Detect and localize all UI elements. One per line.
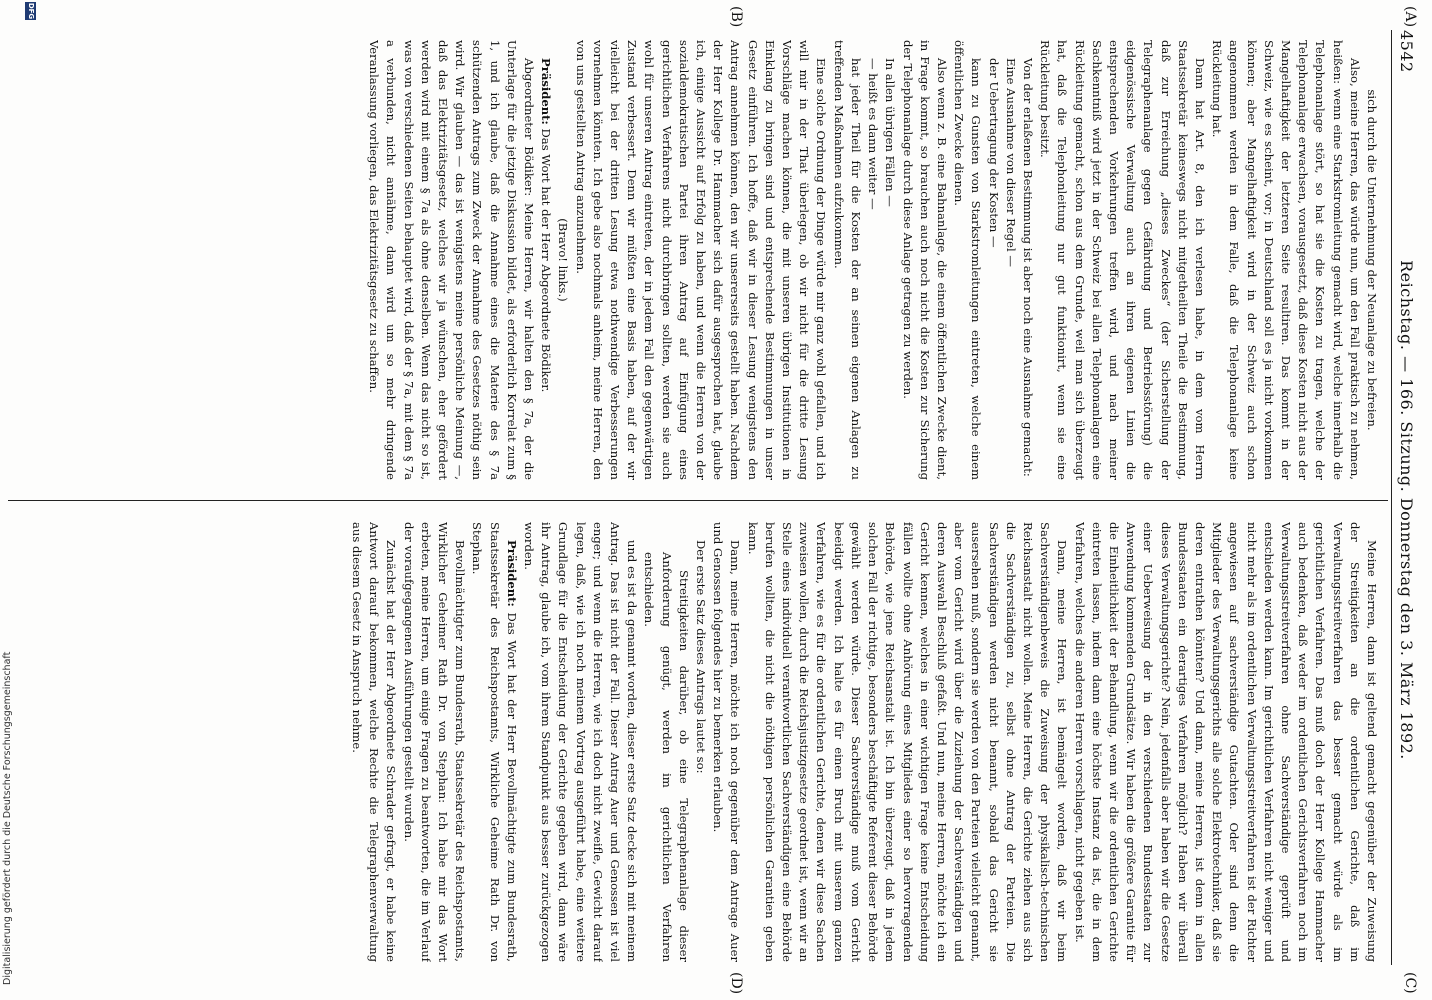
paragraph (1002, 40, 1019, 480)
paragraph (1208, 40, 1363, 480)
speaker-name: Präsident: (504, 540, 519, 607)
paragraph (984, 40, 1001, 480)
paragraph (640, 522, 692, 962)
left-column (20, 40, 1380, 480)
paragraph (898, 40, 950, 480)
paragraph (571, 40, 829, 480)
paragraph (554, 40, 571, 480)
paragraph-text: Das Wort hat der Herr Bevollmächtigte zum Bundesrath, Staatssekretär des Reichspostamts, Wirkliche Geheime Rath Dr. von Stephan. (470, 522, 519, 962)
margin-marker-a: (A) (1402, 6, 1418, 28)
paragraph (365, 40, 537, 480)
paragraph (692, 522, 709, 962)
dfg-logo-icon: DFG (27, 2, 35, 20)
paragraph (1070, 522, 1380, 962)
paragraph-text: Abgeordneter Bödiker: Meine Herren, wir halten den § 7a, der die Unterlage für die jetzige Diskussion bildet, als erforderlich Korrelat zum § 1, und ich glaube, daß die Annahme eines die Materie des § 7a schützenden Antrags zum Zweck der Annahme des Gesetzes nöthig sein wird. Wir glauben — das ist wenigstens meine persönliche Meinung —, daß das Elektrizitätsgesetz, welches wir ja wünschen, eher gefördert werden wird mit einem § 7a als ohne denselben. Wenn das nicht so ist, was von verschiedenen Seiten behauptet wird, daß der § 7a, mit dem § 7a a verbunden, nicht annähme, dann wird um so mehr dringende Veranlassung vorliegen, das Elektrizitätsgesetz zu schaffen. (367, 40, 537, 480)
paragraph (709, 522, 743, 962)
paragraph (348, 522, 400, 962)
paragraph-text: Von der erlaßenen Bestimmung ist aber noch eine Ausnahme gemacht: (1020, 58, 1035, 477)
paragraph-text: In allen übrigen Fällen — (883, 58, 898, 207)
paragraph (950, 40, 984, 480)
paragraph (1036, 40, 1208, 480)
paragraph-text: hat jeder Theil für die Kosten der an seinen eigenen Anlagen zu treffenden Maßnahmen aufzukommen. (831, 40, 863, 480)
paragraph-text: Der erste Satz dieses Antrags lautet so: (694, 540, 709, 774)
paragraph-text: und es ist da genannt worden, dieser erste Satz decke sich mit meinem Antrag. Das ist nicht der Fall. Dieser Antrag Auer und Genossen ist viel enger; und wenn die Herren, wie ich doch nicht zweifle, Gewicht darauf legen, daß, wie ich noch meinem Vortrag ausgeführt habe, eine weitere Grundlage für die Entscheidung der Gerichte gegeben wird, dann wäre ihr Antrag, glaube ich, vom ihrem Standpunkt aus besser zurückgezogen worden. (522, 522, 640, 962)
paragraph-text: Dann, meine Herren, möchte ich noch gegenüber dem Antrage Auer und Genossen folgendes hier zu bemerken erlauben. (711, 522, 743, 962)
paragraph-text: — heißt es dann weiter — (866, 58, 881, 210)
column-divider (8, 500, 1388, 501)
paragraph-text: Bevollmächtigter zum Bundesrath, Staatssekretär des Reichspostamts, Wirklicher Geheimer Rath Dr. von Stephan: Ich habe mir das Wort erbeten, meine Herren, um einige Fragen zu beantworten, die im Verlauf der voraufgegangenen Ausführungen gestellt wurden. (401, 522, 468, 962)
paragraph-text: Meine Herren, dann ist geltend gemacht gegenüber der Zuweisung der Streitigkeiten an die ordentlichen Gerichte, daß im Verwaltungsstreitverfahren das besser gemacht würde als im gerichtlichen Verfahren. Das muß doch der Herr Kollege Hammacher auch bedenken, daß weder im ordentlichen Gerichtsverfahren noch im Verwaltungsstreitverfahren ohne Sachverständige geprüft und entschieden werden kann. Im gerichtlichen Verfahren nicht weniger und nicht mehr als im ordentlichen Verwaltungsstreitverfahren ist der Richter angewiesen auf sachverständige Gutachten. Oder sind denn die Mitglieder des Verwaltungsgerichts alle solche Elektrotechniker, daß sie deren entrathen könnten? Und dann, meine Herren, ist denn in allen Bundesstaaten ein derartiges Verfahren möglich? Haben wir überall dieses Verwaltungsgerichte? Nein, jedenfalls aber haben wir die Gesetze einer Ueberweisung der in den verschiedenen Bundesstaaten zur Anwendung kommenden Grundsätze. Wir haben die größere Garantie für die Einheitlichkeit der Behandlung, wenn wir die ordentlichen Gerichte eintreten lassen, indem dann eine höchste Instanz da ist, die in dem Verfahren, welches die anderen Herren vorschlagen, nicht gegeben ist. (1072, 522, 1379, 962)
paragraph-text: Zunächst hat der Herr Abgeordnete Schrader gefragt, er habe keine Antwort darauf bekommen, welche Rechte die Telegraphenverwaltung aus diesem Gesetz in Anspruch nehme. (350, 522, 399, 962)
page-number: 4542 (1397, 30, 1416, 73)
paragraph (537, 40, 554, 480)
paragraph-text: kann zu Gunsten von Starkstromleitungen eintreten, welche einem öffentlichen Zwecke dienen. (952, 40, 984, 480)
paragraph (881, 40, 898, 480)
paragraph (399, 522, 468, 962)
paragraph-text: (Bravo! links.) (556, 218, 571, 302)
paragraph (1363, 40, 1380, 480)
paragraph (830, 40, 864, 480)
page-header (1394, 30, 1416, 962)
paragraph (1019, 40, 1036, 480)
paragraph-text: Eine solche Ordnung der Dinge würde mir ganz wohl gefallen, und ich will mir in der That überlegen, ob wir nicht für die dritte Lesung Vorschläge machen können, die mit unseren übrigen Institutionen in Einklang zu bringen sind und entsprechende Bestimmungen in unser Gesetz einführen. Ich hoffe, daß wir in dieser Lesung wenigstens den Antrag annehmen können, den wir unsererseits gestellt haben. Nachdem der Herr Kollege Dr. Hammacher sich dafür ausgesprochen hat, glaube ich, einige Aussicht auf Erfolg zu haben, und wenn die Herren von der sozialdemokratischen Partei ihren Antrag auf Einfügung eines gerichtlichen Verfahrens nicht durchbringen sollten, werden sie auch wohl für unseren Antrag eintreten, der in jedem Fall den gegenwärtigen Zustand verbessert. Denn wir müßten eine Basis haben, auf der wir vielleicht bei der dritten Lesung etwa nothwendige Verbesserungen vornehmen könnten. Ich gebe also nochmals anheim, meine Herren, den von uns gestellten Antrag anzunehmen. (573, 40, 829, 480)
margin-marker-c: (C) (1402, 972, 1418, 994)
paragraph-text: Also wenn z. B. eine Bahnanlage, die einem öffentlichen Zwecke dient, in Frage kommt, so brauchen auch noch nicht die Kosten zur Sicherung der Telephonanlage durch diese Anlage getragen zu werden. (900, 40, 949, 480)
paragraph-text: Dann, meine Herren, ist bemängelt worden, daß wir beim Sachverständigenbeweis die Zuweisung der physikalisch-technischen Reichsanstalt nicht wollen. Meine Herren, die Gerichte ziehen aus sich die Sachverständigen zu, selbst ohne Antrag der Parteien. Die Sachverständigen werden nicht benannt, sobald das Gericht sie ausersehen muß, sondern sie werden von den Parteien vielleicht genannt, aber vom Gericht wird über die Zuziehung der Sachverständigen und deren Auswahl Beschluß gefaßt. Und nun, meine Herren, möchte ich ein Gericht kennen, welches in einer wichtigen Frage keine Entscheidung fällen wollte ohne Anhörung eines Mitgliedes einer so hervorragenden Behörde, wie jene Reichsanstalt ist. Ich bin überzeugt, daß in jedem solchen Fall der richtige, besonders beschäftigte Referent dieser Behörde gewählt werden würde. Dieser Sachverständige muß vom Gericht beeidigt werden. Ich halte es für einen Bruch mit unserem ganzen Verfahren, wie es für die ordentlichen Gerichte, denen wir diese Sachen zuweisen wollen, durch die Reichsjustizgesetze geordnet ist, wenn wir an Stelle eines individuell verantwortlichen Sachverständigen eine Behörde berufen wollten, die nicht die nöthigen persönlichen Garantien geben kann. (745, 522, 1070, 962)
speaker-name: Präsident: (539, 58, 554, 125)
paragraph-text: Dann hat Art. 8, den ich verlesen habe, in dem vom Herrn Staatssekretär keineswegs nicht mitgetheilten Theile die Bestimmung, daß zur Erreichung „dieses Zweckes“ (der Sicherstellung der Telegraphenanlage gegen Gefährdung und Betriebsstörung) die eidgenössische Verwaltung auch an ihren eigenen Linien die entsprechenden Vorkehrungen treffen wird, und nach meiner Sachkenntniß wird jetzt in der Schweiz bei allen Telephonanlagen eine Rückleitung gemacht, schon aus dem Grunde, weil man sich überzeugt hat, daß die Telephonleitung nur gut funktionirt, wenn sie eine Rückleitung besitzt. (1038, 40, 1207, 480)
paragraph (468, 522, 520, 962)
paragraph (743, 522, 1070, 962)
paragraph-text: der Uebertragung der Kosten — (986, 58, 1001, 248)
paragraph-text: Das Wort hat der Herr Abgeordnete Bödiker. (539, 128, 554, 393)
margin-marker-d: (D) (728, 972, 744, 995)
margin-marker-b: (B) (728, 6, 744, 28)
digitization-credit: Digitalisierung gefördert durch die Deutsche Forschungsgemeinschaft (2, 651, 13, 985)
paragraph-text: sich durch die Unternehmung der Neuanlage zu befreien. (1365, 89, 1379, 431)
paragraph (520, 522, 640, 962)
paragraph-text: Streitigkeiten darüber, ob eine Telegraphenanlage dieser Anforderung genügt, werden im gerichtlichen Verfahren entschieden. (642, 552, 691, 962)
right-column (20, 522, 1380, 962)
paragraph-text: Eine Ausnahme von dieser Regel — (1003, 58, 1018, 267)
page-title: Reichstag. — 166. Sitzung. Donnerstag den 3. März 1892. (1397, 260, 1416, 760)
header-rule (1391, 30, 1392, 965)
paragraph-text: Also, meine Herren, das würde nun, um den Fall praktisch zu nehmen, heißen: wenn eine Starkstromleitung gemacht wird, welche innerhalb die Telephonanlage stört, so hat sie die Kosten zu tragen, welche der Telephonanlage erwachsen, vorausgesetzt, daß diese Kosten nicht aus der Mangelhaftigkeit der letzteren Seite resultiren. Das kommt in der Schweiz, wie es scheint, vor; in Deutschland soll es ja nicht vorkommen können; aber Mangelhaftigkeit wird in der Schweiz auch schon angenommen werden in dem Falle, daß die Telephonanlage keine Rückleitung hat. (1210, 40, 1362, 480)
paragraph (864, 40, 881, 480)
